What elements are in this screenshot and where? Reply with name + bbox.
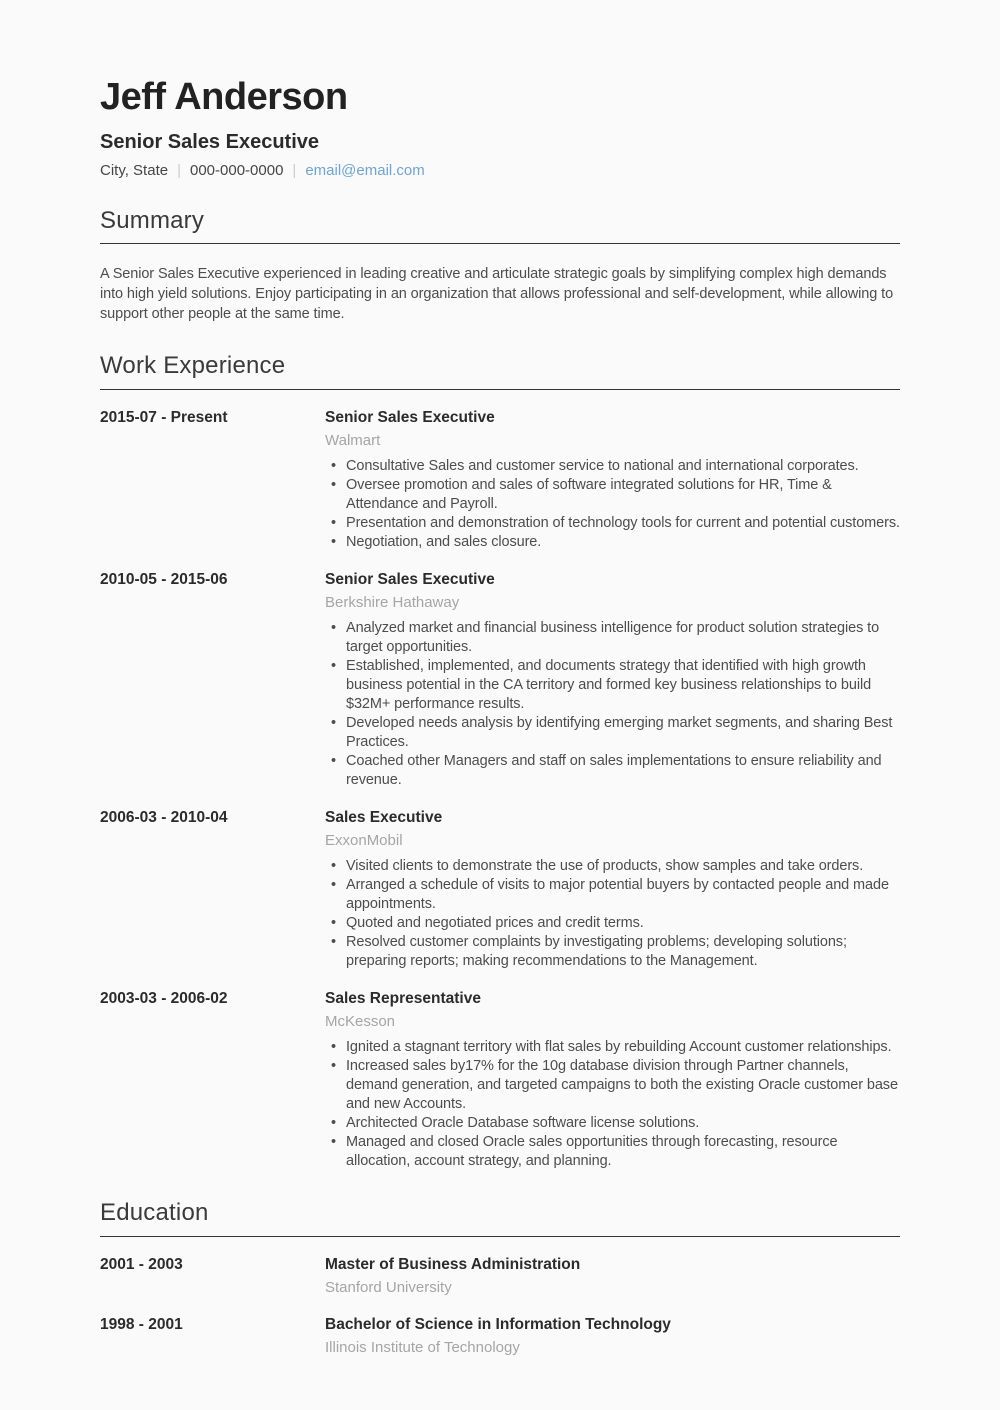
- education-entry: [100, 1255, 900, 1297]
- bullet-item: • Visited clients to demonstrate the use of products, show samples and take orders.: [325, 857, 900, 876]
- education-entry-body: [325, 1255, 900, 1297]
- work-entry-title: Sales Representative: [325, 990, 481, 1008]
- section-work-experience: [100, 352, 900, 1171]
- work-entry-title: Senior Sales Executive: [325, 571, 495, 589]
- work-experience-entries: [100, 408, 900, 1171]
- bullet-item: • Increased sales by17% for the 10g database division through Partner channels, demand generation, and targeted campaigns to both the existing Oracle customer base and new Accounts.: [325, 1057, 900, 1114]
- bullet-item: • Developed needs analysis by identifying emerging market segments, and sharing Best Practices.: [325, 714, 900, 752]
- contact-row: [100, 162, 900, 179]
- bullet-item: • Quoted and negotiated prices and credit terms.: [325, 914, 900, 933]
- education-entry-body: [325, 1315, 900, 1357]
- bullet-item: • Oversee promotion and sales of software integrated solutions for HR, Time & Attendance and Payroll.: [325, 476, 900, 514]
- work-entry-title: Sales Executive: [325, 809, 443, 827]
- bullet-item: • Resolved customer complaints by investigating problems; developing solutions; preparing reports; making recommendations to the Management.: [325, 933, 900, 971]
- education-entry: [100, 1315, 900, 1357]
- bullet-item: • Consultative Sales and customer service to national and international corporates.: [325, 457, 900, 476]
- bullet-item: • Presentation and demonstration of technology tools for current and potential customers.: [325, 514, 900, 533]
- education-entry-school: Stanford University: [325, 1278, 452, 1296]
- work-entry-dates: 2003-03 - 2006-02: [100, 990, 228, 1008]
- work-entry: [100, 408, 900, 552]
- resume-header: [100, 78, 900, 179]
- work-entry-company: McKesson: [325, 1013, 396, 1031]
- work-entry-bullets: [325, 1038, 900, 1171]
- work-entry: [100, 570, 900, 790]
- bullet-item: • Established, implemented, and documents strategy that identified with high growth business potential in the CA territory and formed key business relationships to build $32M+ performance results.: [325, 657, 900, 714]
- education-entry-degree: Master of Business Administration: [325, 1255, 581, 1273]
- education-entries: [100, 1255, 900, 1357]
- work-entry-title: Senior Sales Executive: [325, 409, 495, 427]
- work-entry-company: ExxonMobil: [325, 832, 403, 850]
- work-entry-dates: 2006-03 - 2010-04: [100, 809, 228, 827]
- work-entry-body: [325, 808, 900, 971]
- education-entry-school: Illinois Institute of Technology: [325, 1338, 520, 1356]
- work-entry-bullets: [325, 857, 900, 971]
- bullet-item: • Architected Oracle Database software license solutions.: [325, 1114, 900, 1133]
- work-entry-company: Walmart: [325, 432, 381, 450]
- work-entry: [100, 989, 900, 1171]
- bullet-item: • Arranged a schedule of visits to major potential buyers by contacted people and made appointments.: [325, 876, 900, 914]
- summary-text: A Senior Sales Executive experienced in leading creative and articulate strategic goals by simplifying complex high demands into high yield solutions. Enjoy participating in an organization that allows professional and self-development, while allowing to support other people at the same time.: [100, 266, 894, 323]
- contact-email-link[interactable]: email@email.com: [305, 161, 425, 179]
- bullet-item: • Ignited a stagnant territory with flat sales by rebuilding Account customer relationships.: [325, 1038, 900, 1057]
- section-education: [100, 1199, 900, 1357]
- contact-location: City, State: [100, 161, 169, 179]
- person-name: Jeff Anderson: [100, 76, 348, 118]
- section-summary: [100, 207, 900, 325]
- work-experience-heading: Work Experience: [100, 352, 900, 390]
- education-entry-dates: 2001 - 2003: [100, 1255, 183, 1273]
- contact-separator: |: [177, 161, 181, 179]
- bullet-item: • Analyzed market and financial business intelligence for product solution strategies to target opportunities.: [325, 619, 900, 657]
- work-entry-dates: 2010-05 - 2015-06: [100, 571, 228, 589]
- work-entry-company: Berkshire Hathaway: [325, 594, 460, 612]
- work-entry-bullets: [325, 619, 900, 790]
- summary-heading: Summary: [100, 207, 900, 245]
- work-entry-body: [325, 408, 900, 552]
- bullet-item: • Coached other Managers and staff on sales implementations to ensure reliability and revenue.: [325, 752, 900, 790]
- work-entry-body: [325, 989, 900, 1171]
- person-job-title: Senior Sales Executive: [100, 130, 320, 153]
- bullet-item: • Managed and closed Oracle sales opportunities through forecasting, resource allocation, account strategy, and planning.: [325, 1133, 900, 1171]
- education-heading: Education: [100, 1199, 900, 1237]
- work-entry-body: [325, 570, 900, 790]
- bullet-item: • Negotiation, and sales closure.: [325, 533, 900, 552]
- work-entry-bullets: [325, 457, 900, 552]
- work-entry-dates: 2015-07 - Present: [100, 409, 228, 427]
- contact-phone: 000-000-0000: [190, 161, 284, 179]
- education-entry-degree: Bachelor of Science in Information Technology: [325, 1315, 671, 1333]
- contact-separator: |: [292, 161, 297, 179]
- education-entry-dates: 1998 - 2001: [100, 1315, 183, 1333]
- work-entry: [100, 808, 900, 971]
